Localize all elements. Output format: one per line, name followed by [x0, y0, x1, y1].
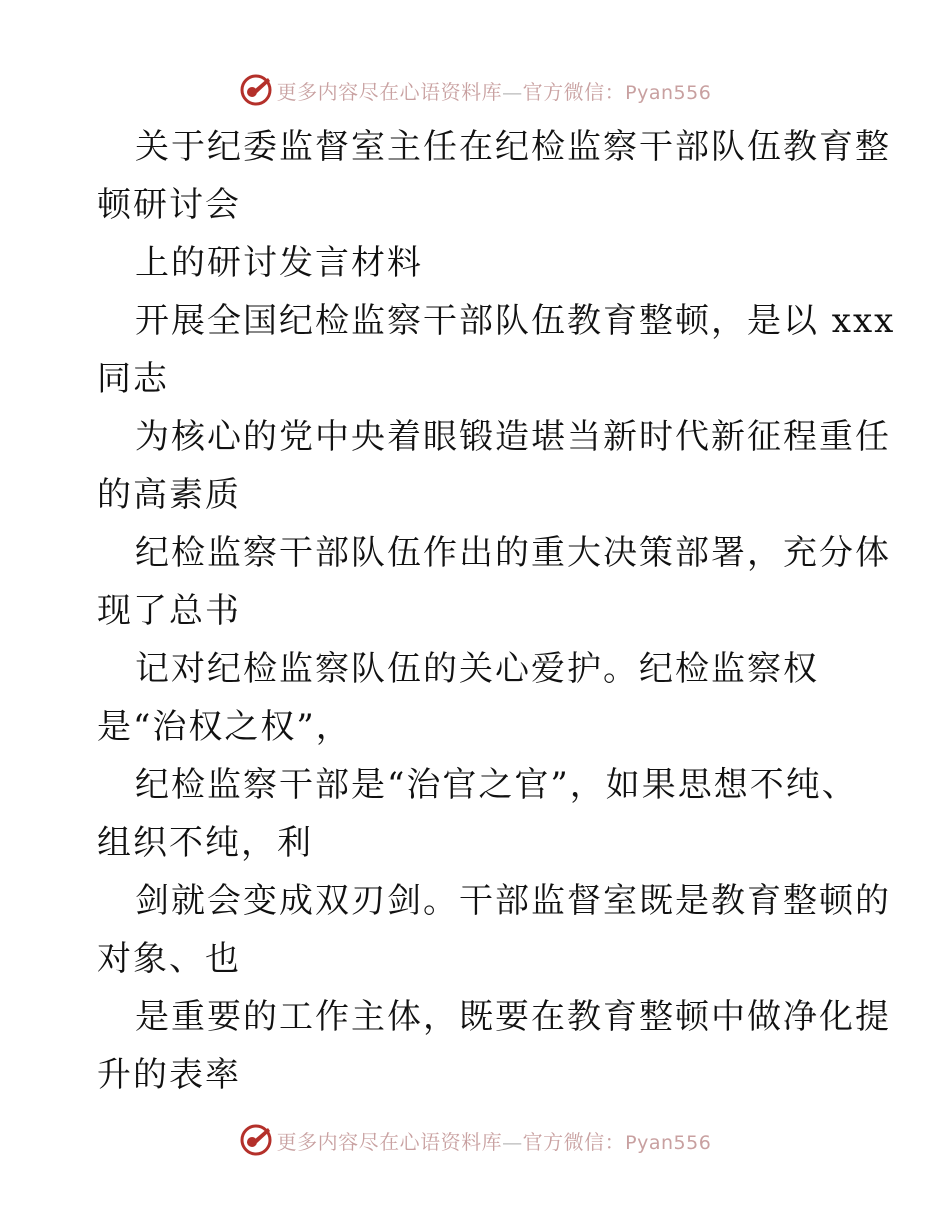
text-line: 升的表率 [97, 1055, 241, 1095]
text-line: 纪检监察干部队伍作出的重大决策部署，充分体 [135, 533, 891, 573]
text-line: 是“治权之权”， [97, 707, 352, 747]
text-line: 开展全国纪检监察干部队伍教育整顿，是以 xxx [135, 301, 896, 341]
text-line: 剑就会变成双刃剑。干部监督室既是教育整顿的 [135, 881, 891, 921]
text-line: 同志 [97, 359, 169, 399]
text-line: 现了总书 [97, 591, 241, 631]
pen-logo-icon [239, 73, 273, 107]
footer-banner [0, 1120, 950, 1160]
text-line: 的高素质 [97, 475, 241, 515]
text-line: 关于纪委监督室主任在纪检监察干部队伍教育整 [135, 127, 891, 167]
text-line: 上的研讨发言材料 [135, 243, 423, 283]
text-line: 纪检监察干部是“治官之官”，如果思想不纯、 [135, 765, 858, 805]
text-line: 记对纪检监察队伍的关心爱护。纪检监察权 [135, 649, 819, 689]
text-line: 对象、也 [97, 939, 241, 979]
text-line: 顿研讨会 [97, 185, 241, 225]
text-line: 组织不纯，利 [97, 823, 313, 863]
pen-logo-icon [239, 1123, 273, 1157]
header-banner [0, 70, 950, 110]
banner-text: 更多内容尽在心语资料库—官方微信：Pyan556 [276, 1129, 712, 1154]
text-line: 为核心的党中央着眼锻造堪当新时代新征程重任 [135, 417, 891, 457]
banner-text: 更多内容尽在心语资料库—官方微信：Pyan556 [276, 79, 712, 104]
text-line: 是重要的工作主体，既要在教育整顿中做净化提 [135, 997, 891, 1037]
